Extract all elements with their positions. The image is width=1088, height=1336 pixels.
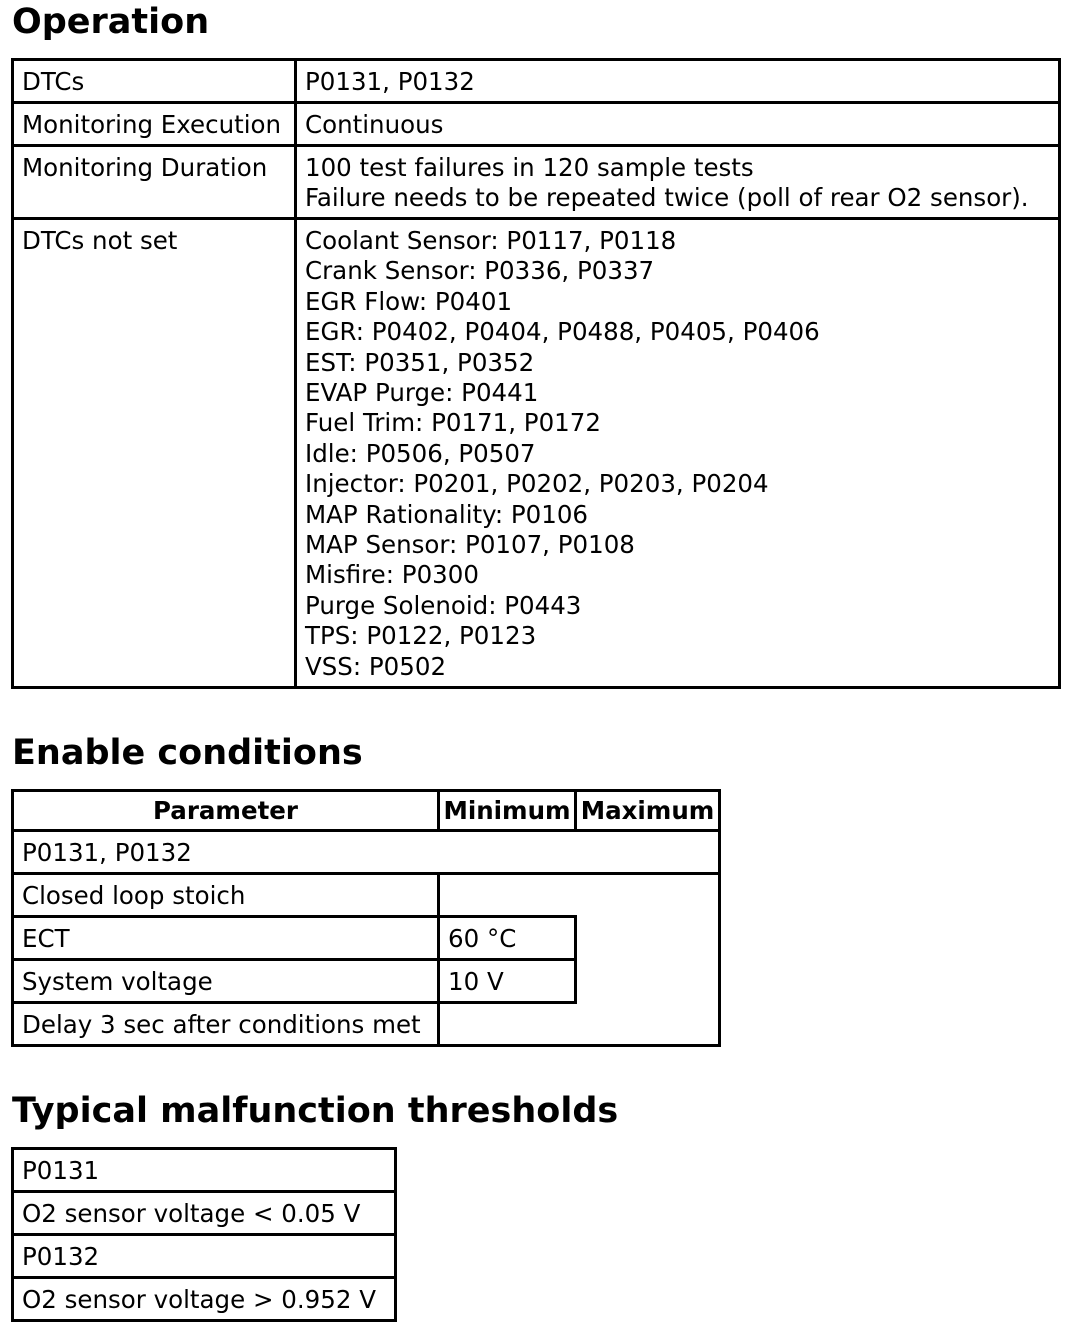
system-voltage-param: System voltage xyxy=(11,958,440,1004)
dtc-not-set-item: Coolant Sensor: P0117, P0118 xyxy=(305,226,677,255)
dtc-not-set-item: VSS: P0502 xyxy=(305,651,447,681)
maximum-header: Maximum xyxy=(574,789,721,832)
dtc-not-set-item: MAP Sensor: P0107, P0108 xyxy=(305,530,635,560)
duration-line: Failure needs to be repeated twice (poll of rear O2 sensor). xyxy=(305,183,1029,213)
closed-loop-param: Closed loop stoich xyxy=(11,872,440,918)
ect-param: ECT xyxy=(11,915,440,961)
dtc-not-set-item: MAP Rationality: P0106 xyxy=(305,499,589,529)
enable-conditions-heading: Enable conditions xyxy=(12,733,363,773)
dtc-not-set-item: Injector: P0201, P0202, P0203, P0204 xyxy=(305,469,769,499)
ect-minimum: 60 °C xyxy=(437,915,577,961)
dtcs-label: DTCs xyxy=(11,58,297,104)
monitoring-execution-label: Monitoring Execution xyxy=(11,101,297,147)
dtc-not-set-item: Purge Solenoid: P0443 xyxy=(305,590,582,620)
dtc-not-set-item: TPS: P0122, P0123 xyxy=(305,621,537,651)
dtc-not-set-item: EST: P0351, P0352 xyxy=(305,347,535,377)
dtc-not-set-item: Fuel Trim: P0171, P0172 xyxy=(305,408,601,438)
delay-param: Delay 3 sec after conditions met xyxy=(11,1001,440,1047)
monitoring-duration-label: Monitoring Duration xyxy=(11,144,297,220)
dtc-not-set-item: EGR: P0402, P0404, P0488, P0405, P0406 xyxy=(305,317,820,347)
thresholds-heading: Typical malfunction thresholds xyxy=(12,1091,619,1131)
operation-heading: Operation xyxy=(12,2,210,42)
threshold-row: P0132 xyxy=(11,1233,397,1279)
monitoring-duration-value xyxy=(294,144,1061,220)
minimum-header: Minimum xyxy=(437,789,577,832)
dtc-not-set-item: Idle: P0506, P0507 xyxy=(305,438,536,468)
dtc-not-set-item: Misfire: P0300 xyxy=(305,560,479,590)
dtc-not-set-item: EVAP Purge: P0441 xyxy=(305,378,539,408)
threshold-row: O2 sensor voltage < 0.05 V xyxy=(11,1190,397,1236)
threshold-row: O2 sensor voltage > 0.952 V xyxy=(11,1276,397,1322)
dtcs-not-set-label: DTCs not set xyxy=(11,217,297,689)
dtcs-value: P0131, P0132 xyxy=(294,58,1061,104)
system-voltage-minimum: 10 V xyxy=(437,958,577,1004)
dtcs-not-set-value xyxy=(294,217,1061,689)
enable-group-row: P0131, P0132 xyxy=(11,829,721,875)
parameter-header: Parameter xyxy=(11,789,440,832)
duration-line: 100 test failures in 120 sample tests xyxy=(305,153,754,182)
dtc-not-set-item: Crank Sensor: P0336, P0337 xyxy=(305,256,655,286)
dtc-not-set-item: EGR Flow: P0401 xyxy=(305,286,513,316)
monitoring-execution-value: Continuous xyxy=(294,101,1061,147)
threshold-row: P0131 xyxy=(11,1147,397,1193)
